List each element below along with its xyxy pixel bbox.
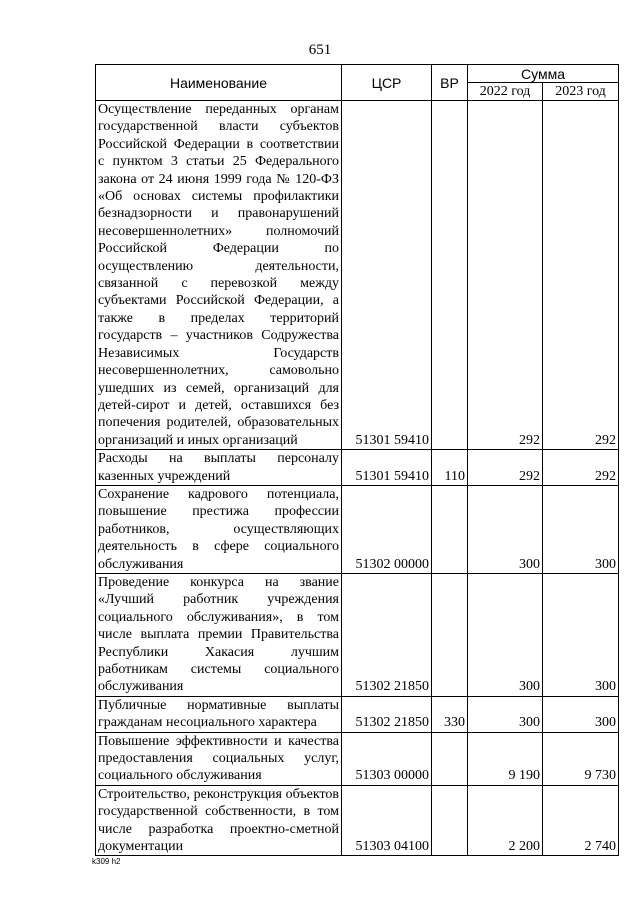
row-vr bbox=[432, 101, 468, 450]
row-csr: 51303 04100 bbox=[342, 785, 432, 856]
row-vr bbox=[432, 732, 468, 785]
row-name: Сохранение кадрового потенциала, повышение престижа профессии работников, осуществляющих деятельность в сфере социального обслуживания bbox=[96, 485, 342, 573]
header-year-2023: 2023 год bbox=[543, 83, 619, 101]
table-row bbox=[96, 732, 619, 785]
row-csr: 51302 21850 bbox=[342, 573, 432, 696]
table-body bbox=[96, 101, 619, 856]
header-sum: Сумма bbox=[468, 65, 619, 83]
row-csr: 51302 21850 bbox=[342, 696, 432, 732]
table-row bbox=[96, 573, 619, 696]
row-amount-2022: 9 190 bbox=[468, 732, 543, 785]
row-name: Публичные нормативные выплаты гражданам несоциального характера bbox=[96, 696, 342, 732]
header-csr: ЦСР bbox=[342, 65, 432, 101]
table-row bbox=[96, 785, 619, 856]
row-amount-2022: 2 200 bbox=[468, 785, 543, 856]
row-name: Проведение конкурса на звание «Лучший работник учреждения социального обслуживания», в том числе выплата премии Правительства Республики Хакасия лучшим работникам системы социального обслуживания bbox=[96, 573, 342, 696]
table-row bbox=[96, 450, 619, 486]
row-amount-2023: 292 bbox=[543, 101, 619, 450]
row-csr: 51301 59410 bbox=[342, 450, 432, 486]
row-csr: 51301 59410 bbox=[342, 101, 432, 450]
row-vr bbox=[432, 785, 468, 856]
header-vr: ВР bbox=[432, 65, 468, 101]
row-name: Осуществление переданных органам государственной власти субъектов Российской Федерации в соответствии с пунктом 3 статьи 25 Федерального закона от 24 июня 1999 года № 120-ФЗ «Об основах системы профилактики безнадзорности и правонарушений несовершеннолетних» полномочий Российской Федерации по осуществлению деятельности, связанной с перевозкой между субъектами Российской Федерации, а также в пределах территорий государств – участников Содружества Независимых Государств несовершеннолетних, самовольно ушедших из семей, организаций для детей-сирот и детей, оставшихся без попечения родителей, образовательных организаций и иных организаций bbox=[96, 101, 342, 450]
table-row bbox=[96, 101, 619, 450]
row-amount-2022: 300 bbox=[468, 696, 543, 732]
footer-code: k309 h2 bbox=[92, 857, 121, 866]
row-name: Повышение эффективности и качества предоставления социальных услуг, социального обслуживания bbox=[96, 732, 342, 785]
row-csr: 51302 00000 bbox=[342, 485, 432, 573]
header-name: Наименование bbox=[96, 65, 342, 101]
page-number: 651 bbox=[308, 42, 332, 58]
row-amount-2023: 300 bbox=[543, 696, 619, 732]
row-name: Расходы на выплаты персоналу казенных учреждений bbox=[96, 450, 342, 486]
table-row bbox=[96, 485, 619, 573]
row-amount-2023: 9 730 bbox=[543, 732, 619, 785]
table-row bbox=[96, 696, 619, 732]
row-name: Строительство, реконструкция объектов государственной собственности, в том числе разработка проектно-сметной документации bbox=[96, 785, 342, 856]
header-year-2022: 2022 год bbox=[468, 83, 543, 101]
budget-table bbox=[95, 64, 619, 856]
row-amount-2023: 300 bbox=[543, 485, 619, 573]
row-vr bbox=[432, 573, 468, 696]
row-amount-2022: 292 bbox=[468, 101, 543, 450]
row-amount-2023: 292 bbox=[543, 450, 619, 486]
row-vr: 110 bbox=[432, 450, 468, 486]
table-header bbox=[96, 65, 619, 101]
row-amount-2022: 300 bbox=[468, 573, 543, 696]
row-amount-2023: 2 740 bbox=[543, 785, 619, 856]
row-vr bbox=[432, 485, 468, 573]
row-amount-2022: 292 bbox=[468, 450, 543, 486]
row-amount-2023: 300 bbox=[543, 573, 619, 696]
row-vr: 330 bbox=[432, 696, 468, 732]
row-amount-2022: 300 bbox=[468, 485, 543, 573]
row-csr: 51303 00000 bbox=[342, 732, 432, 785]
